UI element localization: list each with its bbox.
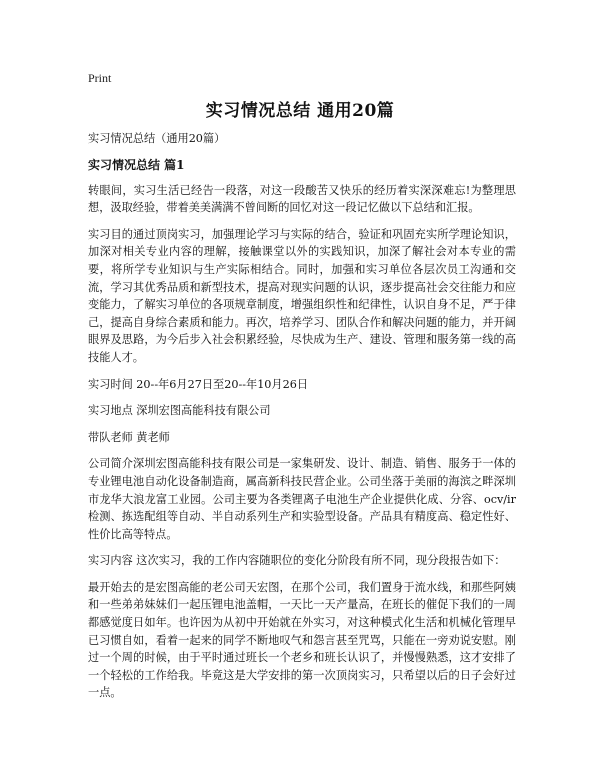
paragraph-time: 实习时间 20--年6月27日至20--年10月26日 — [88, 377, 309, 391]
paragraph-location: 实习地点 深圳宏图高能科技有限公司 — [88, 404, 271, 418]
document-body — [88, 130, 516, 711]
paragraph-teacher: 带队老师 黄老师 — [88, 430, 170, 444]
section-heading: 实习情况总结 篇1 — [88, 157, 185, 172]
paragraph-content: 实习内容 这次实习，我的工作内容随职位的变化分阶段有所不同，现分段报告如下： — [88, 554, 506, 568]
page-title: 实习情况总结 通用20篇 — [205, 101, 395, 121]
paragraph-purpose: 实习目的通过顶岗实习，加强理论学习与实际的结合，验证和巩固充实所学理论知识，加深对相关专业内容的理解，接触课堂以外的实践知识，加深了解社会对本专业的需要，将所学专业知识与生产实际相结合。同时，加强和实习单位各层次员工沟通和交流，学习其优秀品质和新型技术，提高对现实问题的认识，逐步提高社会交往能力和应变能力，了解实习单位的各项规章制度，增强组织性和纪律性，认识自身不足，严于律己，提高自身综合素质和能力。再次，培养学习、团队合作和解决问题的能力，并开阔眼界及思路，为今后步入社会积累经验，尽快成为生产、建设、管理和服务第一线的高技能人才。 — [88, 227, 516, 364]
paragraph-company-intro: 公司简介深圳宏图高能科技有限公司是一家集研发、设计、制造、销售、服务于一体的专业锂电池自动化设备制造商，属高新科技民营企业。公司坐落于美丽的海滨之畔深圳市龙华大浪龙富工业园。公司主要为各类锂离子电池生产企业提供化成、分容、ocv/ir检测、拣选配组等自动、半自动系列生产和实验型设备。产品具有精度高、稳定性好、性价比高等特点。 — [88, 457, 516, 541]
paragraph-experience: 最开始去的是宏图高能的老公司天宏图，在那个公司，我们置身于流水线，和那些阿姨和一些弟弟妹妹们一起压锂电池盖帽，一天比一天产量高，在班长的催促下我们的一周都感觉度日如年。也许因为从初中开始就在外实习，对这种模式化生活和机械化管理早已习惯自如，看着一起来的同学不断地叹气和怨言甚至咒骂，只能在一旁劝说安慰。刚过一个周的时候，由于平时通过班长一个老乡和班长认识了，并慢慢熟悉，这才安排了一个轻松的工作给我。毕竟这是大学安排的第一次顶岗实习，只希望以后的日子会好过一点。 — [88, 580, 516, 700]
document-subtitle: 实习情况总结（通用20篇） — [88, 132, 226, 145]
print-link[interactable]: Print — [88, 71, 112, 85]
paragraph-intro: 转眼间，实习生活已经告一段落，对这一段酸苦又快乐的经历着实深深难忘!为整理思想，汲取经验，带着美美满满不曾间断的回忆对这一段记忆做以下总结和汇报。 — [88, 183, 516, 215]
